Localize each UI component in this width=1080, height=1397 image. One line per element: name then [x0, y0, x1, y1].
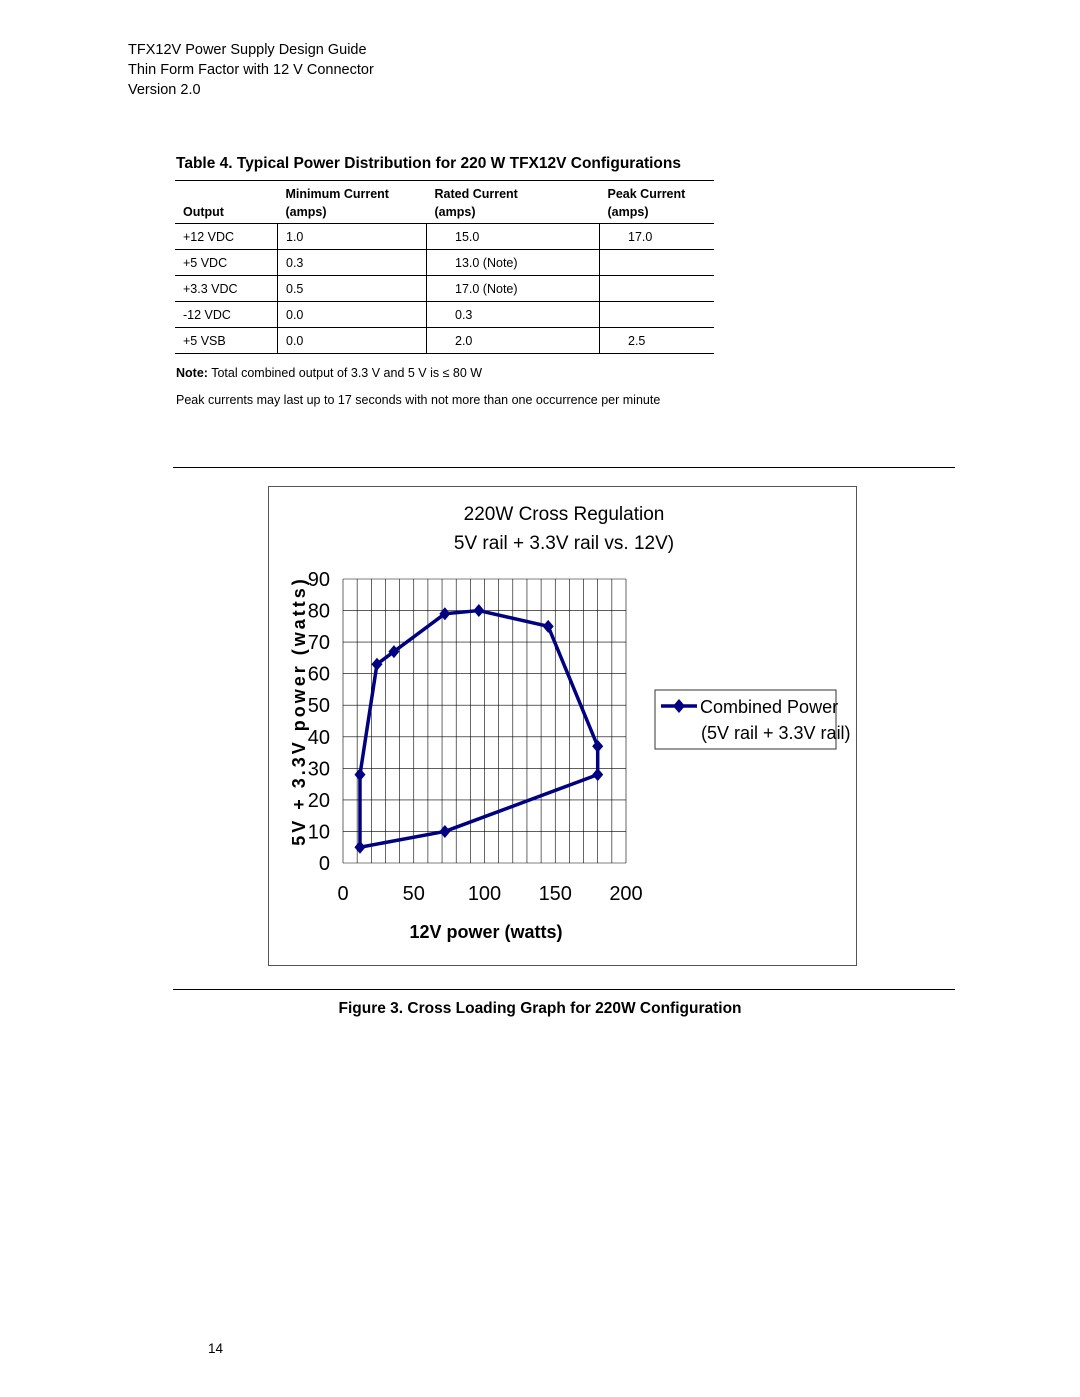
table-row — [175, 328, 714, 354]
table-cell: 17.0 (Note) — [427, 276, 600, 302]
y-tick-label: 40 — [307, 726, 330, 749]
table-cell: 1.0 — [278, 224, 427, 250]
header-line-3: Version 2.0 — [128, 82, 201, 98]
figure-bottom-rule — [173, 989, 955, 990]
table-cell: 13.0 (Note) — [427, 250, 600, 276]
table-cell — [600, 276, 715, 302]
table-cell: +12 VDC — [175, 224, 278, 250]
x-tick-label: 150 — [538, 883, 572, 905]
data-point-marker — [592, 740, 603, 753]
header-cell: Output — [175, 201, 278, 224]
table-cell: 2.5 — [600, 328, 715, 354]
table-row — [175, 224, 714, 250]
data-point-marker — [354, 841, 365, 854]
figure-top-rule — [173, 467, 955, 468]
table-title: Table 4. Typical Power Distribution for 220 W TFX12V Configurations — [176, 155, 681, 172]
page-number: 14 — [208, 1341, 224, 1356]
header-line-2: Thin Form Factor with 12 V Connector — [128, 62, 374, 78]
table-row — [175, 302, 714, 328]
header-cell: (amps) — [600, 201, 715, 224]
cross-regulation-chart — [269, 487, 856, 965]
data-point-marker — [473, 604, 484, 617]
table-cell: +5 VDC — [175, 250, 278, 276]
table-cell: 0.3 — [427, 302, 600, 328]
table-row — [175, 276, 714, 302]
y-tick-label: 80 — [307, 600, 330, 623]
chart-title: 220W Cross Regulation — [463, 504, 665, 525]
header-cell: Minimum Current — [278, 181, 427, 202]
x-axis-label: 12V power (watts) — [409, 922, 563, 942]
header-cell — [175, 181, 278, 202]
table-cell: 2.0 — [427, 328, 600, 354]
chart-series — [354, 604, 603, 854]
table-cell: 0.0 — [278, 328, 427, 354]
table-cell: 0.3 — [278, 250, 427, 276]
y-tick-label: 20 — [307, 789, 330, 812]
y-tick-label: 50 — [307, 695, 330, 718]
data-point-marker — [543, 620, 554, 633]
y-tick-label: 30 — [307, 758, 330, 781]
table-row — [175, 250, 714, 276]
x-tick-label: 100 — [467, 883, 502, 905]
chart-subtitle: 5V rail + 3.3V rail vs. 12V) — [453, 533, 675, 554]
table-cell: 15.0 — [427, 224, 600, 250]
chart-grid — [343, 579, 626, 863]
x-tick-label: 0 — [337, 883, 349, 905]
table-cell: 0.0 — [278, 302, 427, 328]
data-point-marker — [354, 768, 365, 781]
data-point-marker — [439, 825, 450, 838]
header-cell: (amps) — [427, 201, 600, 224]
note-label: Note: — [176, 366, 208, 380]
x-tick-label: 200 — [609, 883, 643, 905]
table-cell: -12 VDC — [175, 302, 278, 328]
legend-label-line2: (5V rail + 3.3V rail) — [701, 723, 851, 743]
y-tick-label: 10 — [307, 821, 330, 844]
y-axis-label: 5V + 3.3V power (watts) — [289, 576, 309, 846]
table-cell: +3.3 VDC — [175, 276, 278, 302]
y-tick-label: 0 — [318, 853, 330, 875]
y-tick-label: 60 — [307, 663, 330, 686]
legend-label-line1: Combined Power — [700, 697, 839, 717]
document-header — [128, 40, 374, 100]
chart-frame — [268, 486, 857, 966]
y-tick-label: 90 — [307, 569, 330, 591]
header-cell: Rated Current — [427, 181, 600, 202]
table-header-row — [175, 201, 714, 224]
x-tick-label: 50 — [402, 883, 425, 905]
header-cell: Peak Current — [600, 181, 715, 202]
header-cell: (amps) — [278, 201, 427, 224]
table-note — [176, 366, 482, 380]
series-line — [360, 611, 598, 848]
y-tick-label: 70 — [307, 632, 330, 655]
figure-caption: Figure 3. Cross Loading Graph for 220W Configuration — [338, 1000, 742, 1017]
table-cell — [600, 302, 715, 328]
note-text: Total combined output of 3.3 V and 5 V is ≤ 80 W — [211, 366, 483, 380]
power-distribution-table — [175, 180, 714, 354]
y-tick-labels — [308, 569, 330, 875]
table-cell: +5 VSB — [175, 328, 278, 354]
data-point-marker — [592, 768, 603, 781]
chart-legend — [655, 690, 851, 749]
table-cell — [600, 250, 715, 276]
table-header-row — [175, 181, 714, 202]
header-line-1: TFX12V Power Supply Design Guide — [128, 42, 367, 58]
table-cell: 0.5 — [278, 276, 427, 302]
peak-note: Peak currents may last up to 17 seconds with not more than one occurrence per minute — [176, 393, 661, 407]
table-cell: 17.0 — [600, 224, 715, 250]
x-tick-labels — [337, 883, 642, 905]
